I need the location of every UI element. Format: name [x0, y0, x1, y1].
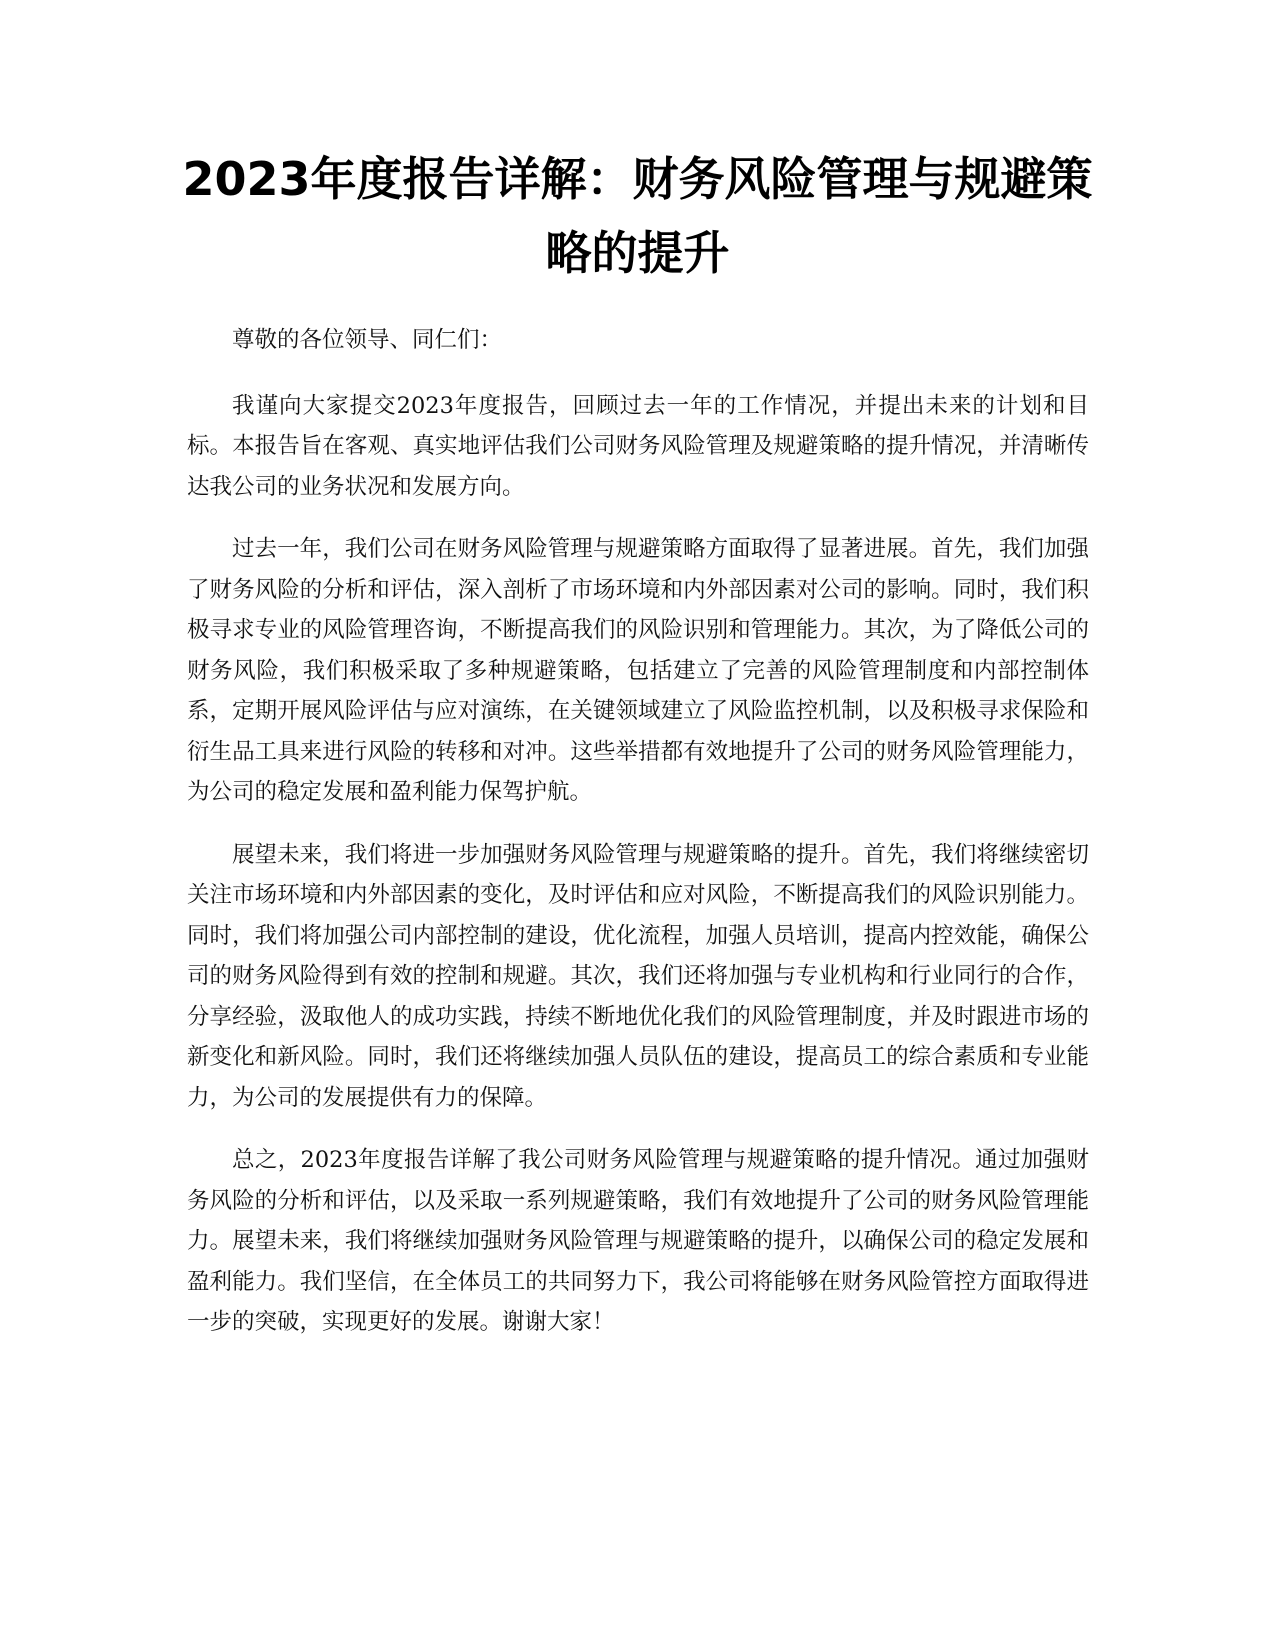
- document-title: 2023年度报告详解：财务风险管理与规避策略的提升: [182, 152, 1093, 280]
- paragraph-conclusion: 总之，2023年度报告详解了我公司财务风险管理与规避策略的提升情况。通过加强财务风险的分析和评估，以及采取一系列规避策略，我们有效地提升了公司的财务风险管理能力。展望未来，我们将继续加强财务风险管理与规避策略的提升，以确保公司的稳定发展和盈利能力。我们坚信，在全体员工的共同努力下，我公司将能够在财务风险管控方面取得进一步的突破，实现更好的发展。谢谢大家！: [187, 1147, 1089, 1335]
- paragraph-past-year: 过去一年，我们公司在财务风险管理与规避策略方面取得了显著进展。首先，我们加强了财务风险的分析和评估，深入剖析了市场环境和内外部因素对公司的影响。同时，我们积极寻求专业的风险管理咨询，不断提高我们的风险识别和管理能力。其次，为了降低公司的财务风险，我们积极采取了多种规避策略，包括建立了完善的风险管理制度和内部控制体系，定期开展风险评估与应对演练，在关键领域建立了风险监控机制，以及积极寻求保险和衍生品工具来进行风险的转移和对冲。这些举措都有效地提升了公司的财务风险管理能力，为公司的稳定发展和盈利能力保驾护航。: [187, 536, 1089, 805]
- paragraph-intro: 我谨向大家提交2023年度报告，回顾过去一年的工作情况，并提出未来的计划和目标。本报告旨在客观、真实地评估我们公司财务风险管理及规避策略的提升情况，并清晰传达我公司的业务状况和发展方向。: [187, 392, 1089, 500]
- paragraph-outlook: 展望未来，我们将进一步加强财务风险管理与规避策略的提升。首先，我们将继续密切关注市场环境和内外部因素的变化，及时评估和应对风险，不断提高我们的风险识别能力。同时，我们将加强公司内部控制的建设，优化流程，加强人员培训，提高内控效能，确保公司的财务风险得到有效的控制和规避。其次，我们还将加强与专业机构和行业同行的合作，分享经验，汲取他人的成功实践，持续不断地优化我们的风险管理制度，并及时跟进市场的新变化和新风险。同时，我们还将继续加强人员队伍的建设，提高员工的综合素质和专业能力，为公司的发展提供有力的保障。: [187, 841, 1089, 1111]
- document-body: [187, 320, 1089, 1365]
- salutation: 尊敬的各位领导、同仁们：: [232, 327, 503, 353]
